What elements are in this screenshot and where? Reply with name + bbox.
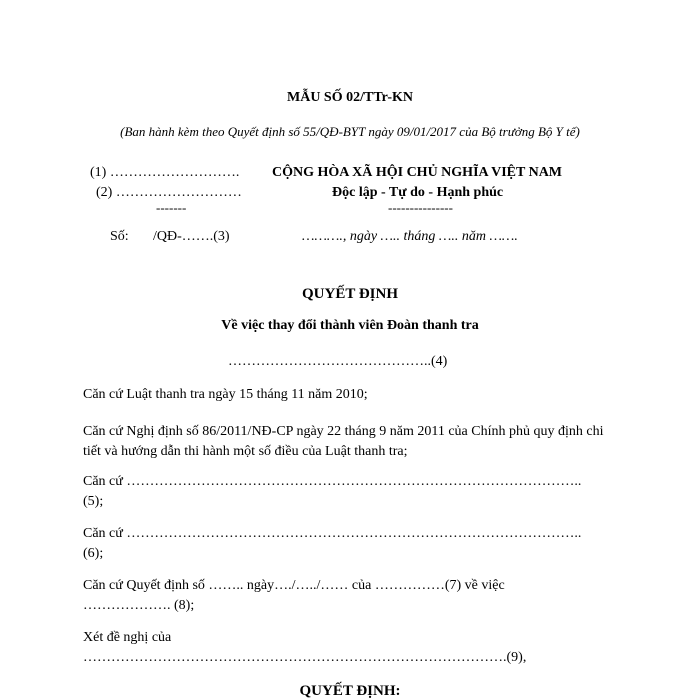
legal-basis-5-line-1: Căn cứ Quyết định số …….. ngày…./…../…… của ……………(7) về việc: [83, 578, 505, 593]
national-motto: Độc lập - Tự do - Hạnh phúc: [332, 185, 504, 200]
document-title: QUYẾT ĐỊNH: [302, 286, 398, 302]
national-title: CỘNG HÒA XÃ HỘI CHỦ NGHĨA VIỆT NAM: [272, 165, 563, 180]
number-label: Số:: [110, 229, 129, 244]
national-separator: ---------------: [388, 200, 453, 215]
document-subtitle: Về việc thay đổi thành viên Đoàn thanh tra: [221, 318, 479, 333]
number-value: /QĐ-…….(3): [153, 229, 230, 244]
legal-basis-3-line-2: (5);: [83, 494, 104, 509]
agency-line-1: (1) ……………………….: [90, 165, 240, 180]
legal-basis-1: Căn cứ Luật thanh tra ngày 15 tháng 11 năm 2010;: [83, 387, 368, 402]
legal-basis-4-line-2: (6);: [83, 546, 104, 561]
issued-note: (Ban hành kèm theo Quyết định số 55/QĐ-BYT ngày 09/01/2017 của Bộ trưởng Bộ Y tế): [120, 124, 580, 139]
agency-separator: -------: [156, 200, 187, 215]
proposal-line-2: ……………………………………………………………………………….(9),: [83, 650, 527, 665]
authority-line: ……………………………………..(4): [228, 354, 448, 369]
legal-basis-4-line-1: Căn cứ ……………………………………………………………………………………..: [83, 526, 582, 541]
decision-heading: QUYẾT ĐỊNH:: [299, 683, 401, 699]
proposal-line-1: Xét đề nghị của: [83, 630, 172, 645]
form-code: MẪU SỐ 02/TTr-KN: [287, 90, 413, 105]
date-line: ………., ngày ….. tháng ….. năm …….: [302, 229, 518, 244]
legal-basis-2: Căn cứ Nghị định số 86/2011/NĐ-CP ngày 22 tháng 9 năm 2011 của Chính phủ quy định chi tiết và hướng dẫn thi hành một số điều của Luật thanh tra;: [83, 424, 604, 459]
legal-basis-3-line-1: Căn cứ ……………………………………………………………………………………..: [83, 474, 582, 489]
agency-line-2: (2) ………………………: [96, 185, 242, 200]
legal-basis-5-line-2: ………………. (8);: [83, 598, 195, 613]
